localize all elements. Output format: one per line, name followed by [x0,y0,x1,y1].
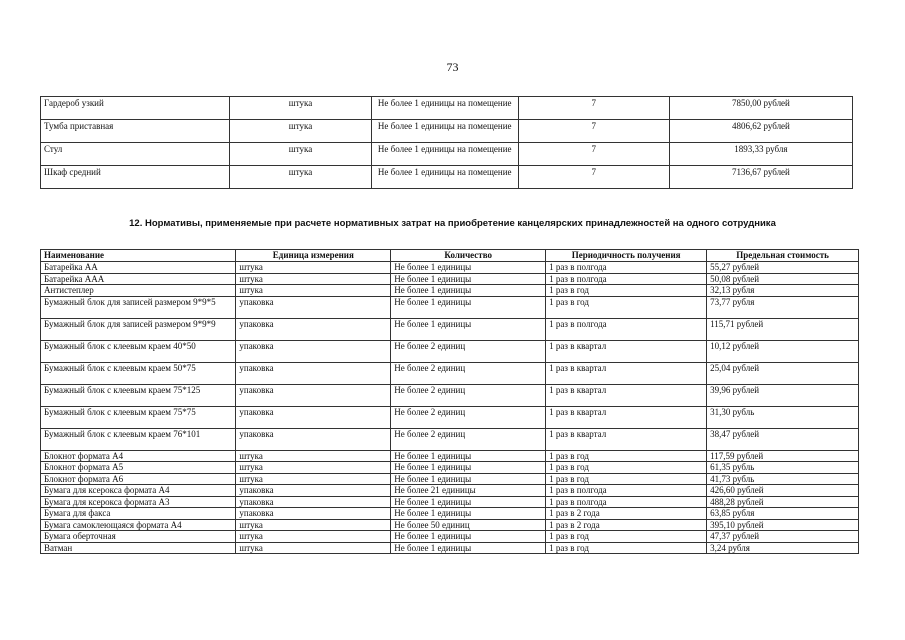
cell-name: Шкаф средний [41,166,230,189]
cell-quantity: Не более 2 единиц [391,384,546,406]
table-row [41,166,853,189]
table-row [41,485,859,497]
cell-unit: упаковка [236,296,391,318]
cell-period: 7 [518,143,669,166]
header-price: Предельная стоимость [707,250,859,262]
table-row [41,473,859,485]
stationery-table-body [41,262,859,554]
cell-period: 1 раз в полгода [546,485,707,497]
cell-name: Бумажный блок с клеевым краем 76*101 [41,428,236,450]
cell-period: 1 раз в год [546,473,707,485]
cell-name: Бумага самоклеющаяся формата А4 [41,519,236,531]
cell-quantity: Не более 1 единицы на помещение [371,143,518,166]
cell-period: 1 раз в год [546,542,707,554]
cell-quantity: Не более 1 единицы [391,296,546,318]
cell-quantity: Не более 1 единицы на помещение [371,120,518,143]
cell-price: 61,35 рубль [707,462,859,474]
table-row [41,384,859,406]
cell-unit: штука [236,285,391,297]
cell-unit: штука [230,143,372,166]
furniture-table [40,96,853,189]
table-row [41,519,859,531]
table-row [41,531,859,543]
cell-price: 115,71 рублей [707,318,859,340]
cell-period: 1 раз в квартал [546,406,707,428]
cell-period: 1 раз в год [546,450,707,462]
table-row [41,428,859,450]
cell-price: 1893,33 рубля [669,143,852,166]
table-row [41,285,859,297]
table-row [41,273,859,285]
cell-name: Бумага оберточная [41,531,236,543]
table-row [41,508,859,520]
cell-period: 7 [518,166,669,189]
table-row [41,143,853,166]
cell-name: Бумажный блок для записей размером 9*9*5 [41,296,236,318]
cell-period: 1 раз в полгода [546,273,707,285]
cell-unit: упаковка [236,428,391,450]
table-row [41,406,859,428]
cell-unit: упаковка [236,362,391,384]
cell-period: 7 [518,97,669,120]
furniture-table-body [41,97,853,189]
cell-name: Батарейка АА [41,262,236,274]
cell-quantity: Не более 2 единиц [391,406,546,428]
cell-name: Блокнот формата А6 [41,473,236,485]
cell-unit: упаковка [236,496,391,508]
cell-period: 1 раз в квартал [546,340,707,362]
cell-price: 55,27 рублей [707,262,859,274]
table-row [41,296,859,318]
cell-quantity: Не более 1 единицы [391,450,546,462]
cell-quantity: Не более 2 единиц [391,428,546,450]
cell-period: 1 раз в полгода [546,496,707,508]
cell-unit: штука [230,166,372,189]
table-row [41,340,859,362]
cell-quantity: Не более 1 единицы на помещение [371,166,518,189]
cell-name: Стул [41,143,230,166]
cell-unit: штука [236,273,391,285]
cell-unit: упаковка [236,318,391,340]
cell-name: Блокнот формата А4 [41,450,236,462]
cell-price: 41,73 рубль [707,473,859,485]
cell-quantity: Не более 1 единицы [391,262,546,274]
cell-quantity: Не более 1 единицы [391,473,546,485]
cell-quantity: Не более 50 единиц [391,519,546,531]
cell-price: 426,60 рублей [707,485,859,497]
cell-quantity: Не более 2 единиц [391,362,546,384]
table-row [41,496,859,508]
cell-price: 31,30 рубль [707,406,859,428]
stationery-table [40,249,859,554]
cell-name: Бумажный блок с клеевым краем 75*125 [41,384,236,406]
cell-price: 47,37 рублей [707,531,859,543]
page-number: 73 [446,60,459,74]
cell-period: 1 раз в полгода [546,318,707,340]
cell-unit: штука [236,262,391,274]
cell-price: 32,13 рубля [707,285,859,297]
cell-price: 395,10 рублей [707,519,859,531]
stationery-header-row [41,250,859,262]
cell-price: 10,12 рублей [707,340,859,362]
cell-quantity: Не более 1 единицы на помещение [371,97,518,120]
cell-period: 1 раз в полгода [546,262,707,274]
header-unit: Единица измерения [236,250,391,262]
cell-period: 1 раз в 2 года [546,508,707,520]
cell-unit: штука [236,519,391,531]
cell-unit: упаковка [236,485,391,497]
cell-period: 1 раз в квартал [546,428,707,450]
cell-unit: упаковка [236,508,391,520]
cell-period: 1 раз в квартал [546,384,707,406]
cell-price: 73,77 рубля [707,296,859,318]
cell-price: 25,04 рублей [707,362,859,384]
cell-quantity: Не более 1 единицы [391,462,546,474]
cell-quantity: Не более 1 единицы [391,318,546,340]
table-row [41,362,859,384]
cell-period: 1 раз в год [546,296,707,318]
cell-name: Ватман [41,542,236,554]
cell-name: Бумажный блок с клеевым краем 75*75 [41,406,236,428]
cell-name: Батарейка ААА [41,273,236,285]
cell-name: Бумага для факса [41,508,236,520]
cell-unit: штука [230,97,372,120]
header-quantity: Количество [391,250,546,262]
cell-name: Бумажный блок с клеевым краем 40*50 [41,340,236,362]
cell-period: 1 раз в год [546,531,707,543]
header-period: Периодичность получения [546,250,707,262]
cell-name: Блокнот формата А5 [41,462,236,474]
cell-name: Бумага для ксерокса формата А3 [41,496,236,508]
cell-price: 38,47 рублей [707,428,859,450]
cell-period: 1 раз в квартал [546,362,707,384]
table-row [41,97,853,120]
cell-unit: штука [236,473,391,485]
table-row [41,462,859,474]
cell-quantity: Не более 21 единицы [391,485,546,497]
cell-name: Бумажный блок для записей размером 9*9*9 [41,318,236,340]
cell-unit: упаковка [236,406,391,428]
cell-price: 4806,62 рублей [669,120,852,143]
cell-price: 50,08 рублей [707,273,859,285]
cell-price: 3,24 рубля [707,542,859,554]
cell-quantity: Не более 1 единицы [391,273,546,285]
cell-quantity: Не более 1 единицы [391,542,546,554]
cell-period: 7 [518,120,669,143]
cell-price: 39,96 рублей [707,384,859,406]
cell-name: Бумажный блок с клеевым краем 50*75 [41,362,236,384]
cell-unit: штука [236,462,391,474]
cell-unit: штука [236,531,391,543]
cell-name: Бумага для ксерокса формата А4 [41,485,236,497]
cell-period: 1 раз в год [546,462,707,474]
cell-quantity: Не более 1 единицы [391,531,546,543]
cell-unit: упаковка [236,384,391,406]
cell-period: 1 раз в 2 года [546,519,707,531]
cell-period: 1 раз в год [546,285,707,297]
table-row [41,450,859,462]
cell-price: 488,28 рублей [707,496,859,508]
table-row [41,262,859,274]
cell-unit: штука [230,120,372,143]
table-row [41,120,853,143]
cell-quantity: Не более 2 единиц [391,340,546,362]
cell-unit: штука [236,542,391,554]
header-name: Наименование [41,250,236,262]
cell-quantity: Не более 1 единицы [391,496,546,508]
cell-quantity: Не более 1 единицы [391,508,546,520]
cell-price: 7136,67 рублей [669,166,852,189]
cell-quantity: Не более 1 единицы [391,285,546,297]
cell-price: 117,59 рублей [707,450,859,462]
cell-price: 7850,00 рублей [669,97,852,120]
section-title: 12. Нормативы, применяемые при расчете нормативных затрат на приобретение канцелярских принадлежностей на одного сотрудника [129,218,776,229]
cell-unit: упаковка [236,340,391,362]
table-row [41,318,859,340]
cell-name: Тумба приставная [41,120,230,143]
table-row [41,542,859,554]
cell-name: Антистеплер [41,285,236,297]
cell-unit: штука [236,450,391,462]
cell-name: Гардероб узкий [41,97,230,120]
cell-price: 63,85 рубля [707,508,859,520]
